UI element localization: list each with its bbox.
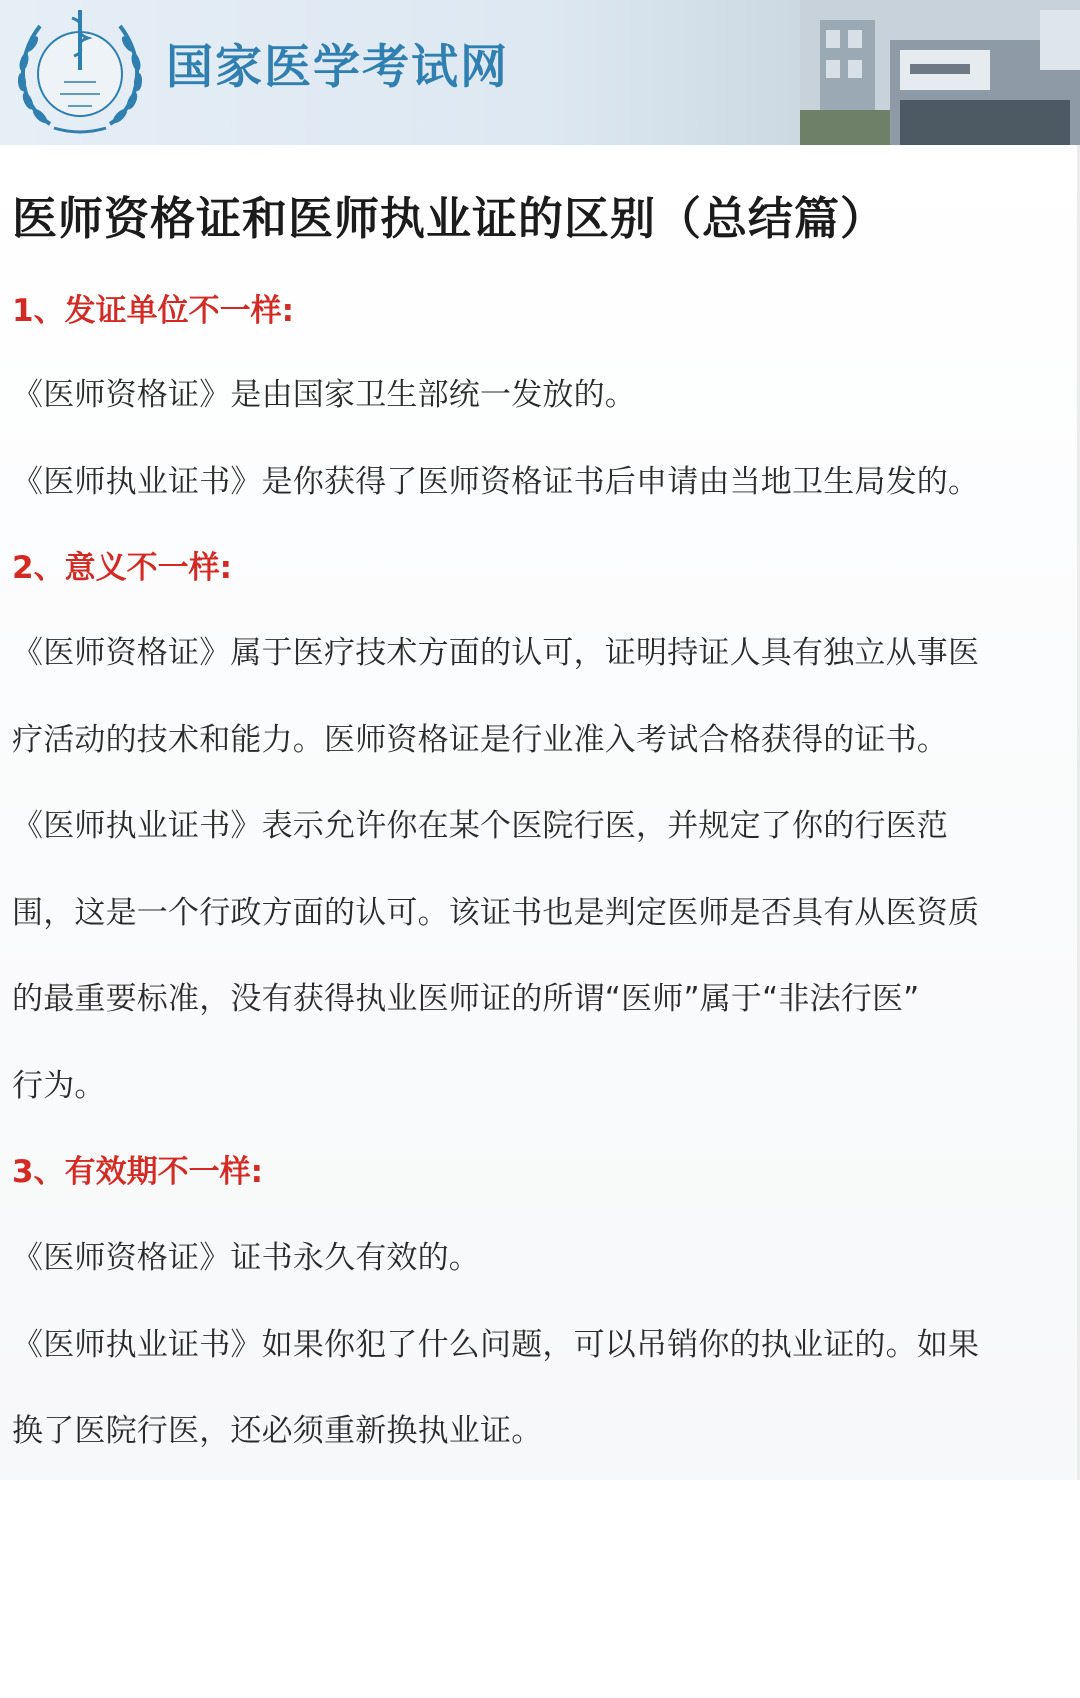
section-3-line-2: 《医师执业证书》如果你犯了什么问题，可以吊销你的执业证的。如果 <box>12 1327 980 1363</box>
section-2-heading: 2、意义不一样: <box>12 550 232 586</box>
section-1-heading: 1、发证单位不一样: <box>12 293 294 329</box>
blank-area <box>0 1480 1080 1698</box>
section-1-line-1: 《医师资格证》是由国家卫生部统一发放的。 <box>12 377 636 413</box>
nmec-seal-icon <box>10 4 150 140</box>
section-3-line-3: 换了医院行医，还必须重新换执业证。 <box>12 1413 543 1449</box>
section-2-line-4: 围，这是一个行政方面的认可。该证书也是判定医师是否具有从医资质 <box>12 895 980 931</box>
section-2-line-1: 《医师资格证》属于医疗技术方面的认可，证明持证人具有独立从事医 <box>12 635 980 671</box>
section-3-heading: 3、有效期不一样: <box>12 1154 263 1190</box>
building-photo <box>800 0 1080 145</box>
section-1-line-2: 《医师执业证书》是你获得了医师资格证书后申请由当地卫生局发的。 <box>12 464 980 500</box>
site-name: 国家医学考试网 <box>166 40 509 95</box>
section-2-line-2: 疗活动的技术和能力。医师资格证是行业准入考试合格获得的证书。 <box>12 722 948 758</box>
section-2-line-6: 行为。 <box>12 1068 106 1104</box>
section-2-line-5: 的最重要标准，没有获得执业医师证的所谓“医师”属于“非法行医” <box>12 981 920 1017</box>
article-title: 医师资格证和医师执业证的区别（总结篇） <box>12 192 887 245</box>
section-2-line-3: 《医师执业证书》表示允许你在某个医院行医，并规定了你的行医范 <box>12 808 948 844</box>
section-3-line-1: 《医师资格证》证书永久有效的。 <box>12 1240 480 1276</box>
site-header-banner <box>0 0 1080 145</box>
